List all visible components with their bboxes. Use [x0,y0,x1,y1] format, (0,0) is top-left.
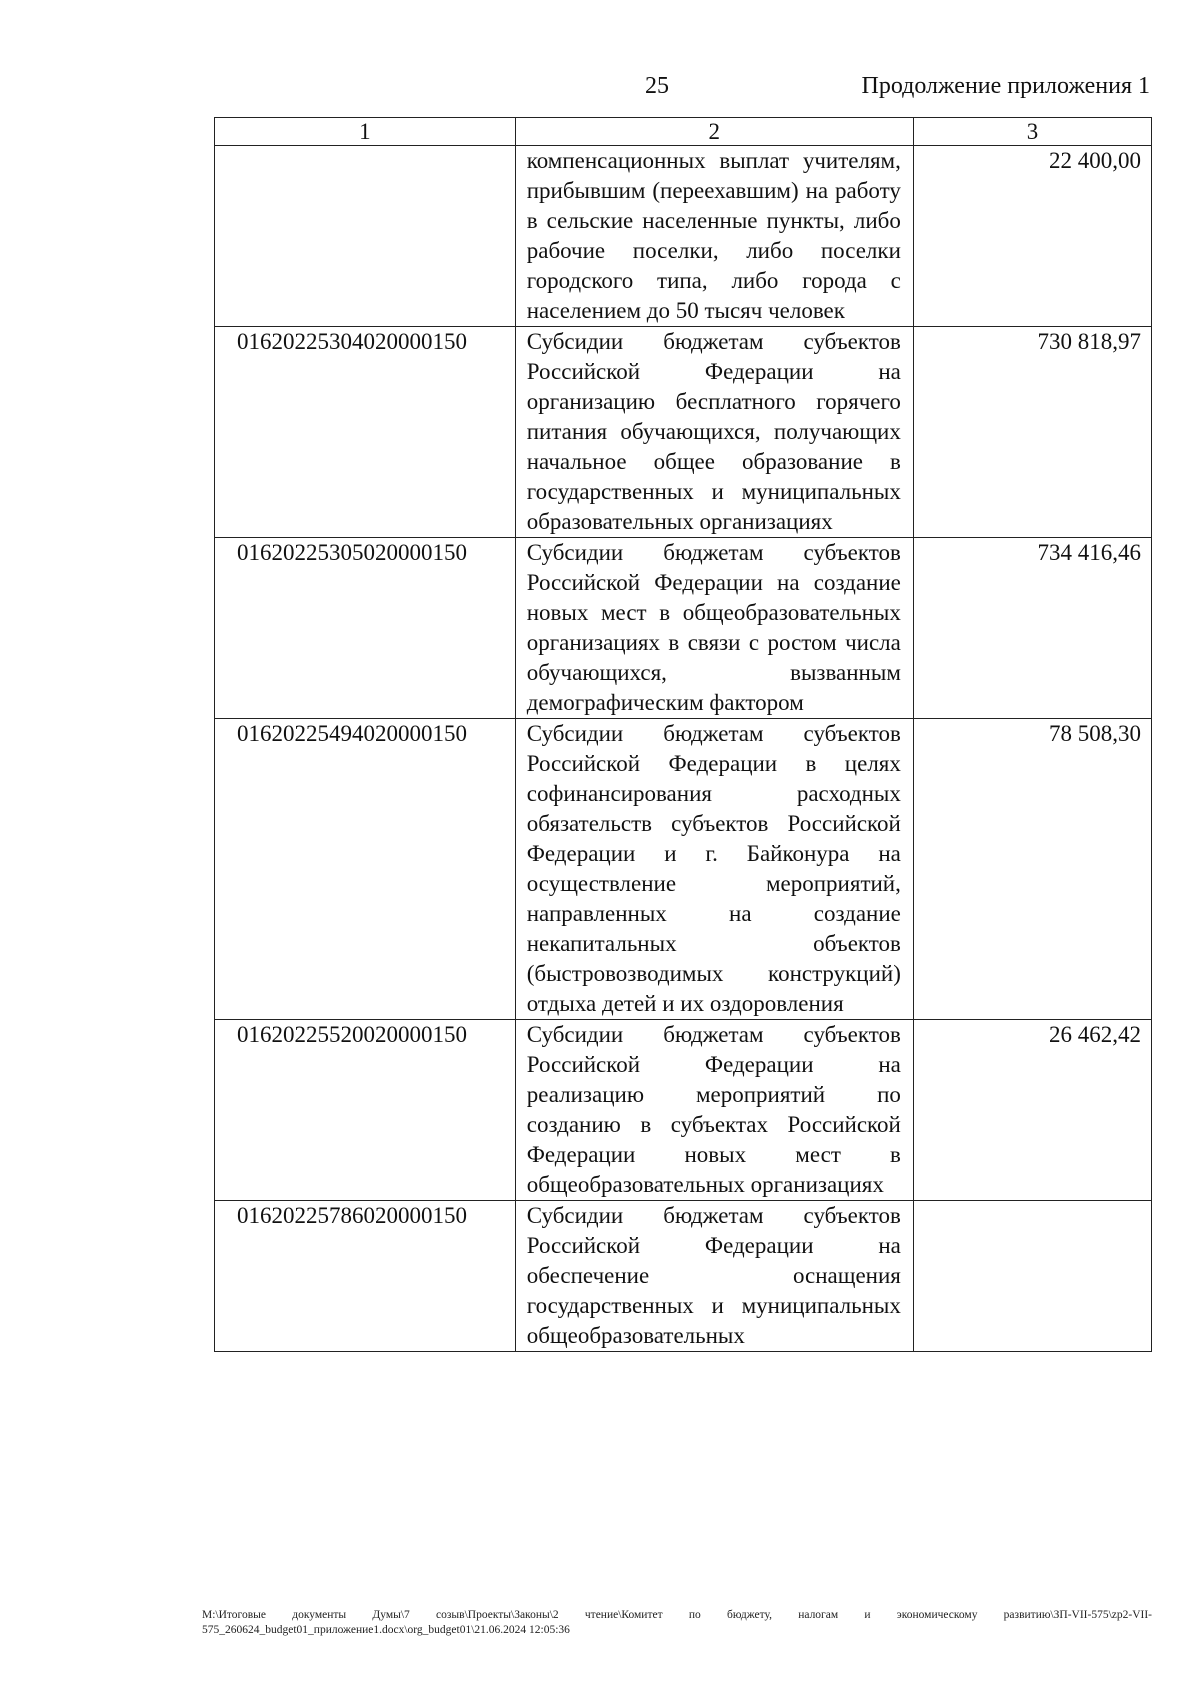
column-header-2: 2 [515,118,913,146]
row-amount: 26 462,42 [1049,1022,1141,1047]
row-name: Субсидии бюджетам субъектов Российской Федерации на обеспечение оснащения государственных и муниципальных общеобразовательных [526,1203,901,1348]
table-row [215,538,1152,719]
row-amount: 730 818,97 [1037,329,1141,354]
row-amount: 22 400,00 [1049,148,1141,173]
row-code: 01620225494020000150 [237,721,467,746]
row-name: Субсидии бюджетам субъектов Российской Федерации в целях софинансирования расходных обязательств субъектов Российской Федерации и г. Байконура на осуществление мероприятий, направленных на создание некапитальных объектов (быстровозводимых конструкций) отдыха детей и их оздоровления [526,721,901,1016]
row-name: Субсидии бюджетам субъектов Российской Федерации на реализацию мероприятий по созданию в субъектах Российской Федерации новых мест в общеобразовательных организациях [526,1022,901,1197]
row-code: 01620225304020000150 [237,329,467,354]
row-code: 01620225520020000150 [237,1022,467,1047]
table-row [215,146,1152,327]
column-header-1: 1 [215,118,516,146]
column-header-3: 3 [913,118,1151,146]
row-name: Субсидии бюджетам субъектов Российской Федерации на создание новых мест в общеобразовательных организациях в связи с ростом числа обучающихся, вызванным демографическим фактором [526,540,901,715]
footer-file-path: M:\Итоговые документы Думы\7 созыв\Проекты\Законы\2 чтение\Комитет по бюджету, налогам и экономическому развитию\ЗП-VII-575\zp2-VII-575_260624_budget01_приложение1.docx\org_budget01\21.06.2024 12:05:36 [202,1609,1152,1636]
table-row [215,327,1152,538]
row-amount: 78 508,30 [1049,721,1141,746]
budget-table [214,117,1152,1352]
row-name: Субсидии бюджетам субъектов Российской Федерации на организацию бесплатного горячего питания обучающихся, получающих начальное общее образование в государственных и муниципальных образовательных организациях [526,329,901,534]
row-amount: 734 416,46 [1037,540,1141,565]
row-code: 01620225305020000150 [237,540,467,565]
continuation-label: Продолжение приложения 1 [861,73,1150,99]
table-header-row [215,118,1152,146]
table-row [215,1020,1152,1201]
table-row [215,1201,1152,1352]
row-name: компенсационных выплат учителям, прибывшим (переехавшим) на работу в сельские населенные пункты, либо рабочие поселки, либо поселки городского типа, либо города с населением до 50 тысяч человек [526,148,901,323]
page-number: 25 [645,73,669,99]
table-row [215,719,1152,1020]
row-code: 01620225786020000150 [237,1203,467,1228]
